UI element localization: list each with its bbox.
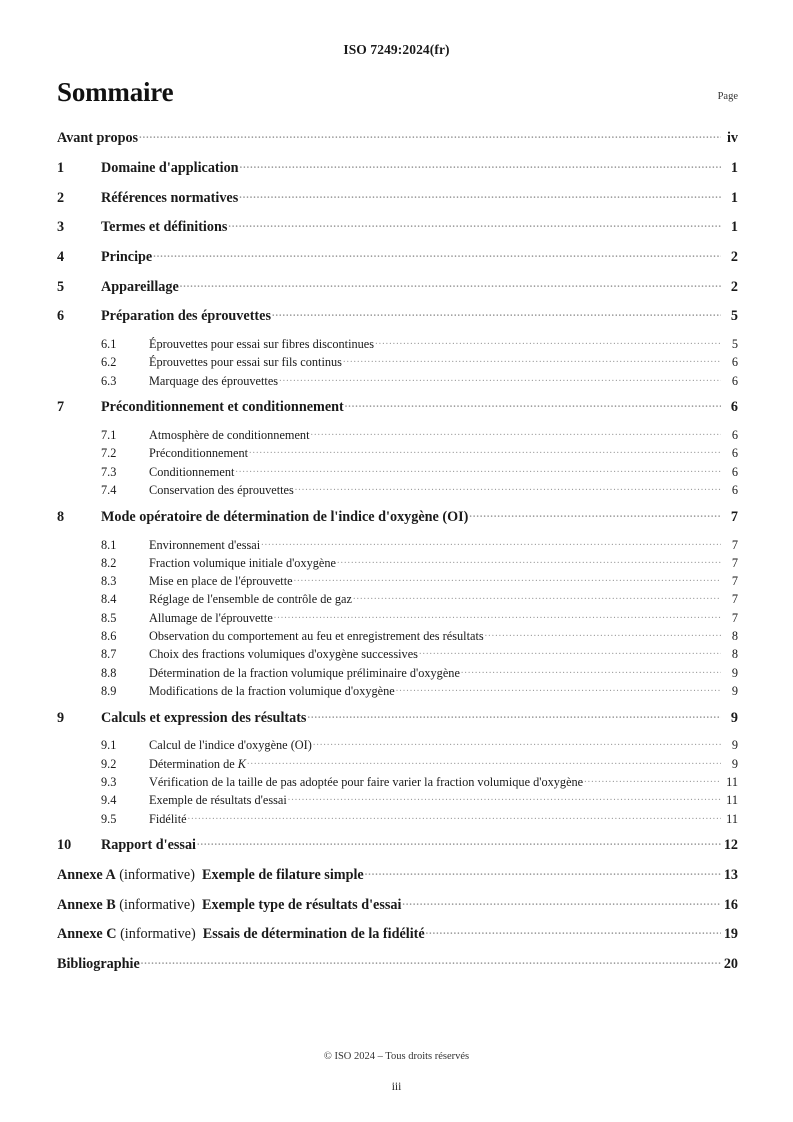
toc-entry-page: 2 bbox=[730, 278, 738, 295]
toc-entry-page: 6 bbox=[731, 355, 738, 370]
toc-entry-page: 6 bbox=[730, 399, 738, 416]
page-column-label: Page bbox=[717, 91, 738, 102]
toc-entry-number: 1 bbox=[57, 159, 65, 176]
toc-entry-title: Fidélité bbox=[149, 811, 187, 826]
dot-leader bbox=[295, 482, 721, 494]
toc-entry-page: 6 bbox=[731, 483, 738, 498]
dot-leader bbox=[365, 865, 721, 879]
toc-entry-number: 8.3 bbox=[101, 574, 117, 589]
toc-entry[interactable] bbox=[57, 924, 738, 943]
toc-entry-number: 6.1 bbox=[101, 337, 117, 352]
toc-entry-number: 6.3 bbox=[101, 373, 117, 388]
dot-leader bbox=[153, 247, 721, 261]
annex-kind: (informative) bbox=[119, 866, 195, 883]
toc-entry-number: 7 bbox=[57, 399, 65, 416]
dot-leader bbox=[337, 555, 721, 567]
toc-entry-title-text: Détermination de bbox=[149, 756, 238, 771]
toc-entry-title bbox=[57, 926, 425, 943]
dot-leader bbox=[288, 792, 721, 804]
toc-entry[interactable] bbox=[57, 628, 738, 644]
toc-entry[interactable] bbox=[57, 507, 738, 526]
running-head: ISO 7249:2024(fr) bbox=[343, 42, 450, 57]
toc-entry-number: 6.2 bbox=[101, 355, 117, 370]
toc-entry-title: Éprouvettes pour essai sur fils continus bbox=[149, 355, 342, 370]
annex-title: Essais de détermination de la fidélité bbox=[202, 926, 425, 943]
toc-entry-number: 9.5 bbox=[101, 811, 117, 826]
toc-entry-title: Mise en place de l'éprouvette bbox=[149, 574, 293, 589]
toc-entry-page: 2 bbox=[730, 248, 738, 265]
toc-entry-number: 8.8 bbox=[101, 665, 117, 680]
toc-entry[interactable] bbox=[57, 247, 738, 266]
toc-entry-title: Observation du comportement au feu et enregistrement des résultats bbox=[149, 629, 484, 644]
toc-entry-page: 11 bbox=[726, 775, 738, 790]
toc-entry-title: Calcul de l'indice d'oxygène (OI) bbox=[149, 738, 312, 753]
toc-entry-number: 2 bbox=[57, 189, 65, 206]
toc-entry[interactable] bbox=[57, 427, 738, 443]
toc-entry-title: Conditionnement bbox=[149, 464, 235, 479]
dot-leader bbox=[249, 445, 721, 457]
toc-entry-page: 7 bbox=[731, 610, 738, 625]
dot-leader bbox=[402, 894, 721, 908]
toc-entry[interactable] bbox=[57, 954, 738, 973]
toc-entry-title: Avant propos bbox=[57, 130, 139, 147]
toc-entry[interactable] bbox=[57, 445, 738, 461]
toc-entry-page: 7 bbox=[731, 574, 738, 589]
dot-leader bbox=[485, 628, 721, 640]
toc-entry-page: 7 bbox=[731, 592, 738, 607]
toc-entry-title: Appareillage bbox=[101, 278, 179, 295]
annex-kind: (informative) bbox=[119, 896, 195, 913]
dot-leader bbox=[343, 354, 721, 366]
toc-entry-title-symbol: K bbox=[237, 756, 246, 771]
dot-leader bbox=[279, 372, 721, 384]
toc-entry-page: 6 bbox=[731, 373, 738, 388]
dot-leader bbox=[188, 810, 721, 822]
toc-entry-title: Préconditionnement et conditionnement bbox=[101, 399, 344, 416]
toc-entry-title: Allumage de l'éprouvette bbox=[149, 610, 273, 625]
dot-leader bbox=[274, 609, 721, 621]
toc-entry-page: 5 bbox=[730, 308, 738, 325]
toc-entry-number: 7.3 bbox=[101, 464, 117, 479]
toc-entry-title: Rapport d'essai bbox=[101, 837, 196, 854]
toc-entry-number: 7.2 bbox=[101, 446, 117, 461]
toc-entry-number: 7.1 bbox=[101, 428, 117, 443]
toc-entry-title bbox=[57, 867, 364, 884]
toc-entry-number: 6 bbox=[57, 308, 65, 325]
toc-entry[interactable] bbox=[57, 810, 738, 826]
toc-entry-number: 7.4 bbox=[101, 483, 117, 498]
dot-leader bbox=[239, 187, 721, 201]
toc-entry-title: Bibliographie bbox=[57, 956, 140, 973]
toc-entry-title: Termes et définitions bbox=[101, 219, 228, 236]
toc-entry-number: 4 bbox=[57, 248, 65, 265]
toc-entry-page: 9 bbox=[730, 709, 738, 726]
toc-entry[interactable] bbox=[57, 894, 738, 913]
annex-title: Exemple de filature simple bbox=[202, 866, 364, 883]
toc-entry-number: 8.4 bbox=[101, 592, 117, 607]
toc-entry-page: 11 bbox=[726, 811, 738, 826]
toc-entry[interactable] bbox=[57, 755, 738, 771]
toc-entry-title: Fraction volumique initiale d'oxygène bbox=[149, 555, 336, 570]
dot-leader bbox=[197, 835, 721, 849]
toc-entry[interactable] bbox=[57, 372, 738, 388]
dot-leader bbox=[139, 128, 721, 142]
toc-entry-number: 8 bbox=[57, 508, 65, 525]
toc-entry-page: 9 bbox=[731, 665, 738, 680]
toc-entry-page: 11 bbox=[726, 793, 738, 808]
toc-entry[interactable] bbox=[57, 792, 738, 808]
page-title: Sommaire bbox=[57, 77, 174, 107]
toc-entry[interactable] bbox=[57, 482, 738, 498]
dot-leader bbox=[240, 158, 721, 172]
toc-entry-page: 6 bbox=[731, 464, 738, 479]
toc-entry-number: 8.5 bbox=[101, 610, 117, 625]
dot-leader bbox=[396, 683, 721, 695]
toc-entry[interactable] bbox=[57, 835, 738, 854]
toc-entry[interactable] bbox=[57, 306, 738, 325]
toc-entry-number: 5 bbox=[57, 278, 65, 295]
toc-entry[interactable] bbox=[57, 707, 738, 726]
toc-entry-page: 19 bbox=[723, 926, 738, 943]
toc-entry[interactable] bbox=[57, 128, 738, 147]
annex-label: Annexe B bbox=[57, 896, 116, 913]
toc-entry-page: 9 bbox=[731, 683, 738, 698]
toc-entry-title: Préconditionnement bbox=[149, 446, 249, 461]
annex-label: Annexe C bbox=[57, 926, 117, 943]
dot-leader bbox=[272, 306, 721, 320]
toc-entry-number: 8.1 bbox=[101, 537, 117, 552]
dot-leader bbox=[469, 507, 721, 521]
toc-entry[interactable] bbox=[57, 555, 738, 571]
toc-entry[interactable] bbox=[57, 397, 738, 416]
toc-entry-page: 20 bbox=[723, 956, 738, 973]
toc-entry-page: 7 bbox=[731, 537, 738, 552]
table-of-contents bbox=[57, 128, 738, 984]
dot-leader bbox=[294, 573, 721, 585]
toc-entry[interactable] bbox=[57, 737, 738, 753]
toc-entry-page: 1 bbox=[730, 189, 738, 206]
toc-entry-number: 8.6 bbox=[101, 629, 117, 644]
dot-leader bbox=[228, 217, 721, 231]
toc-entry-title bbox=[57, 897, 401, 914]
dot-leader bbox=[141, 954, 721, 968]
toc-entry[interactable] bbox=[57, 463, 738, 479]
toc-entry-title: Atmosphère de conditionnement bbox=[149, 428, 310, 443]
toc-entry[interactable] bbox=[57, 664, 738, 680]
toc-entry[interactable] bbox=[57, 774, 738, 790]
toc-entry-title: Domaine d'application bbox=[101, 159, 239, 176]
toc-entry[interactable] bbox=[57, 591, 738, 607]
toc-entry-title: Vérification de la taille de pas adoptée pour faire varier la fraction volumique d'oxygène bbox=[149, 775, 584, 790]
toc-entry-title: Préparation des éprouvettes bbox=[101, 308, 271, 325]
annex-kind: (informative) bbox=[120, 926, 196, 943]
toc-entry-page: 12 bbox=[723, 837, 738, 854]
dot-leader bbox=[247, 755, 721, 767]
toc-entry-number: 8.7 bbox=[101, 647, 117, 662]
toc-entry-page: 8 bbox=[731, 629, 738, 644]
toc-entry-number: 9 bbox=[57, 709, 65, 726]
toc-entry[interactable] bbox=[57, 536, 738, 552]
toc-entry-page: 7 bbox=[731, 555, 738, 570]
annex-title: Exemple type de résultats d'essai bbox=[202, 896, 402, 913]
toc-entry-page: 13 bbox=[723, 866, 738, 883]
dot-leader bbox=[461, 664, 721, 676]
toc-entry-number: 9.2 bbox=[101, 756, 117, 771]
dot-leader bbox=[307, 707, 721, 721]
dot-leader bbox=[375, 336, 721, 348]
toc-entry-number: 8.2 bbox=[101, 555, 117, 570]
toc-entry-title: Conservation des éprouvettes bbox=[149, 483, 294, 498]
toc-entry-page: 5 bbox=[731, 337, 738, 352]
toc-entry-title: Environnement d'essai bbox=[149, 537, 261, 552]
toc-entry-number: 10 bbox=[57, 837, 72, 854]
dot-leader bbox=[584, 774, 721, 786]
toc-entry-number: 8.9 bbox=[101, 683, 117, 698]
toc-entry-title: Calculs et expression des résultats bbox=[101, 709, 307, 726]
dot-leader bbox=[180, 276, 721, 290]
dot-leader bbox=[426, 924, 721, 938]
toc-entry-title: Réglage de l'ensemble de contrôle de gaz bbox=[149, 592, 352, 607]
toc-entry-number: 9.4 bbox=[101, 793, 117, 808]
toc-entry[interactable] bbox=[57, 683, 738, 699]
toc-entry-number: 9.1 bbox=[101, 738, 117, 753]
toc-entry-page: 1 bbox=[730, 159, 738, 176]
toc-header bbox=[57, 79, 738, 106]
annex-label: Annexe A bbox=[57, 866, 116, 883]
toc-entry-page: iv bbox=[726, 130, 738, 147]
toc-entry-page: 9 bbox=[731, 756, 738, 771]
toc-entry-page: 7 bbox=[730, 508, 738, 525]
dot-leader bbox=[353, 591, 721, 603]
toc-entry-page: 8 bbox=[731, 647, 738, 662]
dot-leader bbox=[345, 397, 721, 411]
toc-entry[interactable] bbox=[57, 865, 738, 884]
toc-entry-title: Marquage des éprouvettes bbox=[149, 373, 279, 388]
toc-entry[interactable] bbox=[57, 187, 738, 206]
toc-entry[interactable] bbox=[57, 354, 738, 370]
toc-entry[interactable] bbox=[57, 217, 738, 236]
toc-entry[interactable] bbox=[57, 573, 738, 589]
toc-entry-title: Modifications de la fraction volumique d'oxygène bbox=[149, 683, 395, 698]
copyright-notice: © ISO 2024 – Tous droits réservés bbox=[323, 1051, 470, 1062]
page-folio: iii bbox=[391, 1081, 402, 1093]
toc-entry-title: Éprouvettes pour essai sur fibres discontinues bbox=[149, 337, 375, 352]
toc-entry-title: Exemple de résultats d'essai bbox=[149, 793, 287, 808]
dot-leader bbox=[235, 463, 721, 475]
toc-entry-page: 6 bbox=[731, 428, 738, 443]
dot-leader bbox=[261, 536, 721, 548]
toc-entry-page: 6 bbox=[731, 446, 738, 461]
toc-entry-title bbox=[149, 757, 246, 772]
toc-entry-number: 3 bbox=[57, 219, 65, 236]
toc-entry[interactable] bbox=[57, 276, 738, 295]
dot-leader bbox=[419, 646, 721, 658]
toc-entry-page: 9 bbox=[731, 738, 738, 753]
toc-entry-page: 16 bbox=[723, 896, 738, 913]
toc-entry-page: 1 bbox=[730, 219, 738, 236]
toc-entry[interactable] bbox=[57, 336, 738, 352]
toc-entry[interactable] bbox=[57, 609, 738, 625]
toc-entry-title: Mode opératoire de détermination de l'indice d'oxygène (OI) bbox=[101, 508, 469, 525]
toc-entry[interactable] bbox=[57, 158, 738, 177]
toc-entry-number: 9.3 bbox=[101, 775, 117, 790]
toc-entry-title: Détermination de la fraction volumique préliminaire d'oxygène bbox=[149, 665, 460, 680]
toc-entry-title: Principe bbox=[101, 248, 153, 265]
dot-leader bbox=[311, 427, 721, 439]
toc-entry-title: Choix des fractions volumiques d'oxygène successives bbox=[149, 647, 418, 662]
toc-entry[interactable] bbox=[57, 646, 738, 662]
dot-leader bbox=[313, 737, 721, 749]
toc-entry-title: Références normatives bbox=[101, 189, 239, 206]
